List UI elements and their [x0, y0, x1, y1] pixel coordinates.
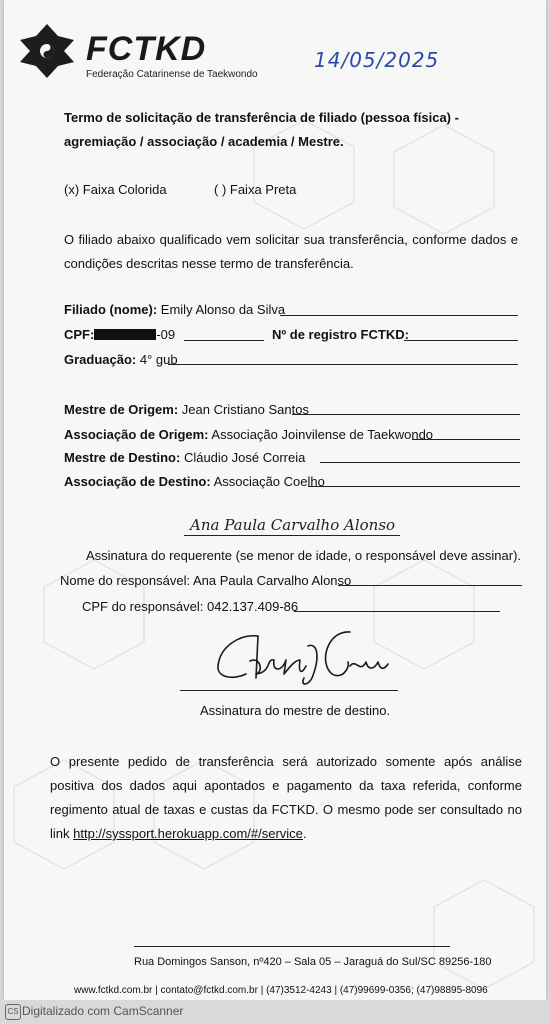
requester-signature: Ana Paula Carvalho Alonso — [190, 516, 396, 534]
assoc-destino-value: Associação Coelho — [213, 474, 325, 489]
scanner-watermark: Digitalizado com CamScanner — [22, 1004, 184, 1018]
cpf-underline — [184, 340, 264, 341]
document-page — [4, 0, 546, 1000]
mestre-origem-underline — [292, 414, 520, 415]
notice-after-link: . — [302, 826, 307, 841]
requester-signature-line — [184, 535, 400, 536]
filiado-underline — [280, 315, 518, 316]
belt-black-option: ( ) Faixa Preta — [214, 182, 297, 197]
cpf-redaction — [94, 329, 156, 340]
responsible-cpf-row — [82, 599, 298, 614]
responsible-name-row — [60, 573, 351, 588]
brand-name: FCTKD — [86, 30, 207, 68]
service-link[interactable]: http://syssport.herokuapp.com/#/service — [73, 826, 303, 841]
master-signature-scribble — [200, 616, 400, 696]
notice-paragraph — [50, 750, 522, 846]
camscanner-icon: CS — [5, 1004, 21, 1020]
graduacao-value: 4° gub — [139, 352, 178, 367]
document-title: Termo de solicitação de transferência de filiado (pessoa física) - agremiação / associação / academia / Mestre. — [64, 110, 459, 149]
assoc-origem-label: Associação de Origem: — [64, 427, 209, 442]
filiado-row — [64, 302, 285, 317]
assoc-origem-row — [64, 427, 433, 442]
handwritten-date: 14/05/2025 — [314, 48, 440, 72]
belt-colored-option: (x) Faixa Colorida — [64, 182, 167, 197]
fctkd-logo-icon — [18, 22, 76, 80]
registro-label: Nº de registro FCTKD: — [272, 327, 409, 342]
cpf-row — [64, 327, 175, 342]
graduacao-row — [64, 352, 178, 367]
footer-contact: www.fctkd.com.br | contato@fctkd.com.br | (47)3512-4243 | (47)99699-0356; (47)98895-8096 — [74, 985, 488, 996]
assoc-origem-underline — [412, 439, 520, 440]
responsible-cpf-label: CPF do responsável: — [82, 599, 204, 614]
assoc-destino-underline — [308, 486, 520, 487]
filiado-label: Filiado (nome): — [64, 302, 158, 317]
master-signature-line — [180, 690, 398, 691]
mestre-origem-value: Jean Cristiano Santos — [181, 402, 309, 417]
registro-underline — [404, 340, 518, 341]
responsible-name-underline — [338, 585, 522, 586]
graduacao-label: Graduação: — [64, 352, 137, 367]
responsible-name-label: Nome do responsável: — [60, 573, 191, 588]
requester-caption: Assinatura do requerente (se menor de idade, o responsável deve assinar). — [86, 548, 522, 563]
cpf-label: CPF: — [64, 327, 95, 342]
mestre-destino-value: Cláudio José Correia — [183, 450, 306, 465]
mestre-origem-label: Mestre de Origem: — [64, 402, 179, 417]
brand-subtitle: Federação Catarinense de Taekwondo — [86, 69, 258, 80]
footer-address: Rua Domingos Sanson, nº420 – Sala 05 – Jaraguá do Sul/SC 89256-180 — [134, 956, 492, 968]
cpf-suffix: -09 — [156, 327, 176, 342]
responsible-cpf-value: 042.137.409-86 — [207, 599, 299, 614]
assoc-destino-label: Associação de Destino: — [64, 474, 211, 489]
responsible-name-value: Ana Paula Carvalho Alonso — [192, 573, 352, 588]
notice-text: O presente pedido de transferência será autorizado somente após análise positiva dos dados aqui apontados e pagamento da taxa referida, conforme regimento atual de taxas e custas da FCTKD. O mesmo pode ser consultado no link — [50, 754, 522, 841]
mestre-destino-label: Mestre de Destino: — [64, 450, 181, 465]
assoc-destino-row — [64, 474, 325, 489]
mestre-destino-underline — [320, 462, 520, 463]
intro-paragraph: O filiado abaixo qualificado vem solicitar sua transferência, conforme dados e condições descritas nesse termo de transferência. — [64, 232, 518, 271]
mestre-destino-row — [64, 450, 305, 465]
master-caption: Assinatura do mestre de destino. — [200, 703, 391, 718]
graduacao-underline — [168, 364, 518, 365]
footer-divider — [134, 946, 450, 947]
mestre-origem-row — [64, 402, 309, 417]
assoc-origem-value: Associação Joinvilense de Taekwondo — [211, 427, 434, 442]
responsible-cpf-underline — [294, 611, 500, 612]
filiado-value: Emily Alonso da Silva — [160, 302, 286, 317]
